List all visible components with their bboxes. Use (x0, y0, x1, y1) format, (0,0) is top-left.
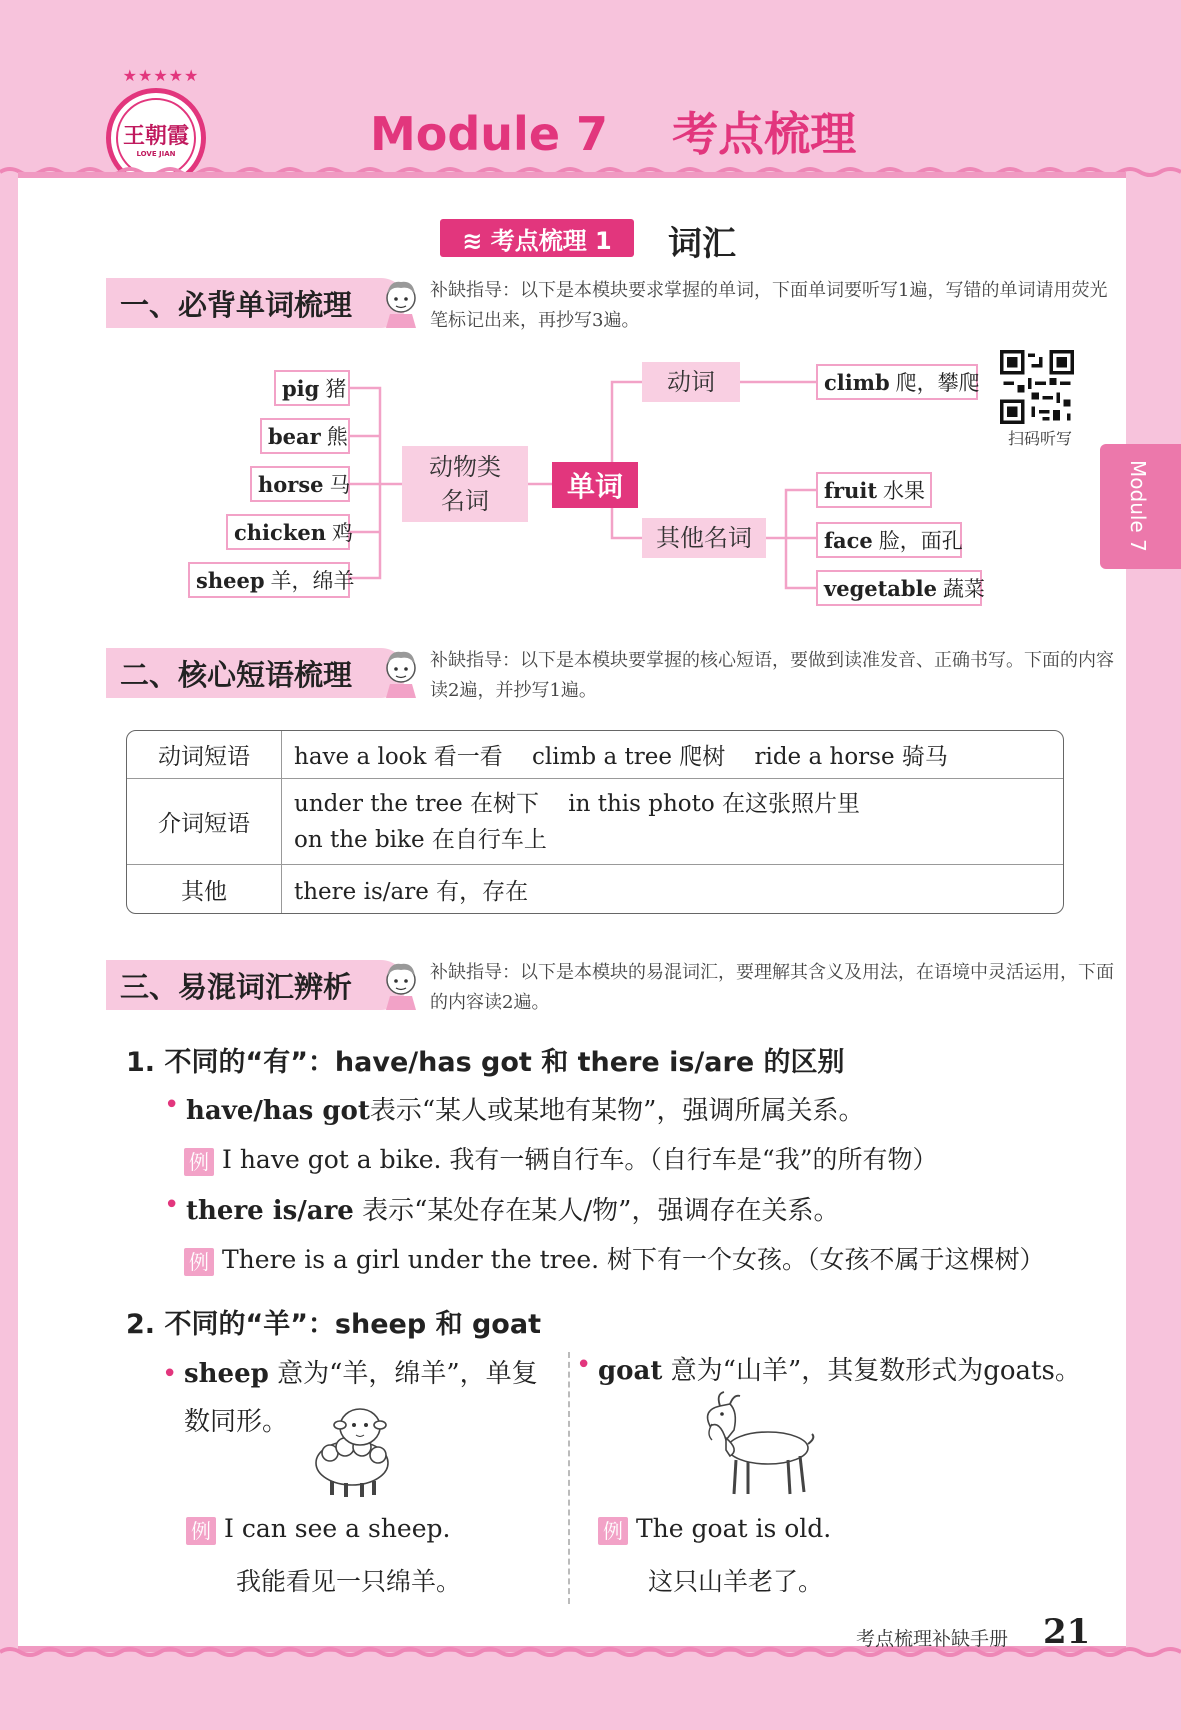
page-number: 21 (1043, 1612, 1091, 1652)
page-title: Module 7 考点梳理 (370, 107, 857, 161)
word-zh: 羊，绵羊 (270, 569, 355, 593)
phrase-line: under the tree 在树下 in this photo 在这张照片里 (294, 790, 861, 817)
phrase-category: 介词短语 (127, 779, 282, 865)
word-zh: 熊 (326, 425, 348, 449)
word-en: vegetable (824, 575, 937, 601)
phrase-content (282, 865, 1063, 913)
point1-bullet1 (186, 1090, 864, 1127)
logo-stars: ★★★★★ (122, 66, 200, 85)
example-text: I have got a bike. 我有一辆自行车。（自行车是“我”的所有物） (222, 1145, 938, 1174)
sheep-illustration (300, 1395, 410, 1505)
sheep-example-zh: 我能看见一只绵羊。 (236, 1567, 462, 1596)
sec2-guide: 补缺指导：以下是本模块要掌握的核心短语，要做到读准发音、正确书写。下面的内容读2遍，并抄写1遍。 (430, 650, 1114, 701)
word-face (816, 522, 962, 558)
table-row (127, 731, 1063, 779)
phrase-category: 其他 (127, 865, 282, 913)
table-row (127, 779, 1063, 865)
word-zh: 水果 (883, 479, 926, 503)
goat-example-zh: 这只山羊老了。 (648, 1567, 824, 1596)
word-en: bear (268, 423, 321, 449)
footer-book-title: 考点梳理补缺手册 (856, 1628, 1009, 1650)
point1-title: 1. 不同的“有”：have/has got 和 there is/are 的区别 (126, 1047, 845, 1078)
verbs-node: 动词 (642, 362, 740, 402)
bullet-text: 表示“某人或某地有某物”，强调所属关系。 (369, 1096, 865, 1126)
phrase-table (126, 730, 1064, 914)
table-row (127, 865, 1063, 913)
word-zh: 马 (329, 473, 351, 497)
student-icon (380, 646, 422, 698)
example-text: There is a girl under the tree. 树下有一个女孩。（女孩不属于这棵树） (222, 1245, 1045, 1274)
logo-text: 王朝霞 (122, 122, 189, 149)
word-en: pig (282, 375, 320, 401)
goat-example (598, 1514, 831, 1545)
sec1-heading: 一、必背单词梳理 (106, 278, 406, 328)
bullet-key: have/has got (186, 1096, 370, 1126)
example-tag: 例 (598, 1517, 628, 1545)
word-en: fruit (824, 477, 878, 503)
word-zh: 鸡 (332, 521, 353, 545)
word-zh: 蔬菜 (942, 577, 985, 601)
phrase-content (282, 731, 1063, 779)
goat-illustration (690, 1390, 820, 1500)
phrase-line: there is/are 有，存在 (294, 878, 529, 905)
word-vegetable (816, 570, 985, 606)
word-bear (260, 418, 350, 454)
qr-code-icon[interactable] (1000, 350, 1074, 424)
point1-bullet2 (186, 1190, 839, 1227)
sec1-guide: 补缺指导：以下是本模块要求掌握的单词，下面单词要听写1遍，写错的单词请用荧光笔标记出来，再抄写3遍。 (430, 280, 1108, 331)
qr-caption: 扫码听写 (1007, 429, 1072, 448)
example-tag: 例 (184, 1148, 214, 1176)
sheep-example (186, 1514, 450, 1545)
word-climb (816, 364, 978, 400)
word-zh: 猪 (325, 377, 347, 401)
word-en: climb (824, 369, 890, 395)
word-zh: 脸，面孔 (878, 529, 963, 553)
word-en: horse (258, 471, 324, 497)
animal-nouns-node: 动物类 名词 (402, 446, 528, 522)
goat-bullet (598, 1350, 1081, 1387)
bullet-text: 意为“山羊”，其复数形式为goats。 (662, 1356, 1081, 1386)
phrase-content (282, 779, 1063, 865)
phrase-line: have a look 看一看 climb a tree 爬树 ride a horse 骑马 (294, 744, 948, 770)
bullet-text: 意为“羊，绵羊”，单复数同形。 (184, 1359, 538, 1437)
student-icon (380, 958, 422, 1010)
bullet-text: 表示“某处存在某人/物”，强调存在关系。 (353, 1196, 840, 1226)
column-divider (568, 1352, 570, 1604)
word-pig (274, 370, 350, 406)
word-en: face (824, 527, 873, 553)
section-badge: ≋ 考点梳理 1 (440, 219, 634, 257)
bullet-key: sheep (184, 1359, 269, 1389)
bullet-key: goat (598, 1356, 663, 1386)
point1-example1 (184, 1140, 938, 1176)
center-node: 单词 (552, 462, 638, 508)
example-tag: 例 (186, 1517, 216, 1545)
word-horse (250, 466, 350, 502)
word-en: sheep (196, 567, 265, 593)
word-fruit (816, 472, 932, 508)
sec2-heading: 二、核心短语梳理 (106, 648, 406, 698)
example-tag: 例 (184, 1248, 214, 1276)
word-en: chicken (234, 519, 326, 545)
word-zh: 爬，攀爬 (895, 371, 980, 395)
other-nouns-node: 其他名词 (642, 518, 766, 558)
section-title: 词汇 (668, 224, 736, 264)
logo-subtext: LOVE JIAN (136, 149, 176, 158)
example-text-en: I can see a sheep. (224, 1514, 451, 1543)
bullet-key: there is/are (186, 1196, 354, 1226)
example-text-en: The goat is old. (636, 1514, 832, 1543)
side-tab-label: Module 7 (1126, 460, 1150, 552)
sec3-heading: 三、易混词汇辨析 (106, 960, 406, 1010)
phrase-category: 动词短语 (127, 731, 282, 779)
point2-title: 2. 不同的“羊”：sheep 和 goat (126, 1309, 541, 1340)
phrase-line: on the bike 在自行车上 (294, 826, 547, 853)
word-chicken (226, 514, 353, 550)
point1-example2 (184, 1240, 1045, 1276)
sec3-guide: 补缺指导：以下是本模块的易混词汇，要理解其含义及用法，在语境中灵活运用，下面的内容读2遍。 (430, 962, 1114, 1013)
word-sheep (188, 562, 355, 598)
